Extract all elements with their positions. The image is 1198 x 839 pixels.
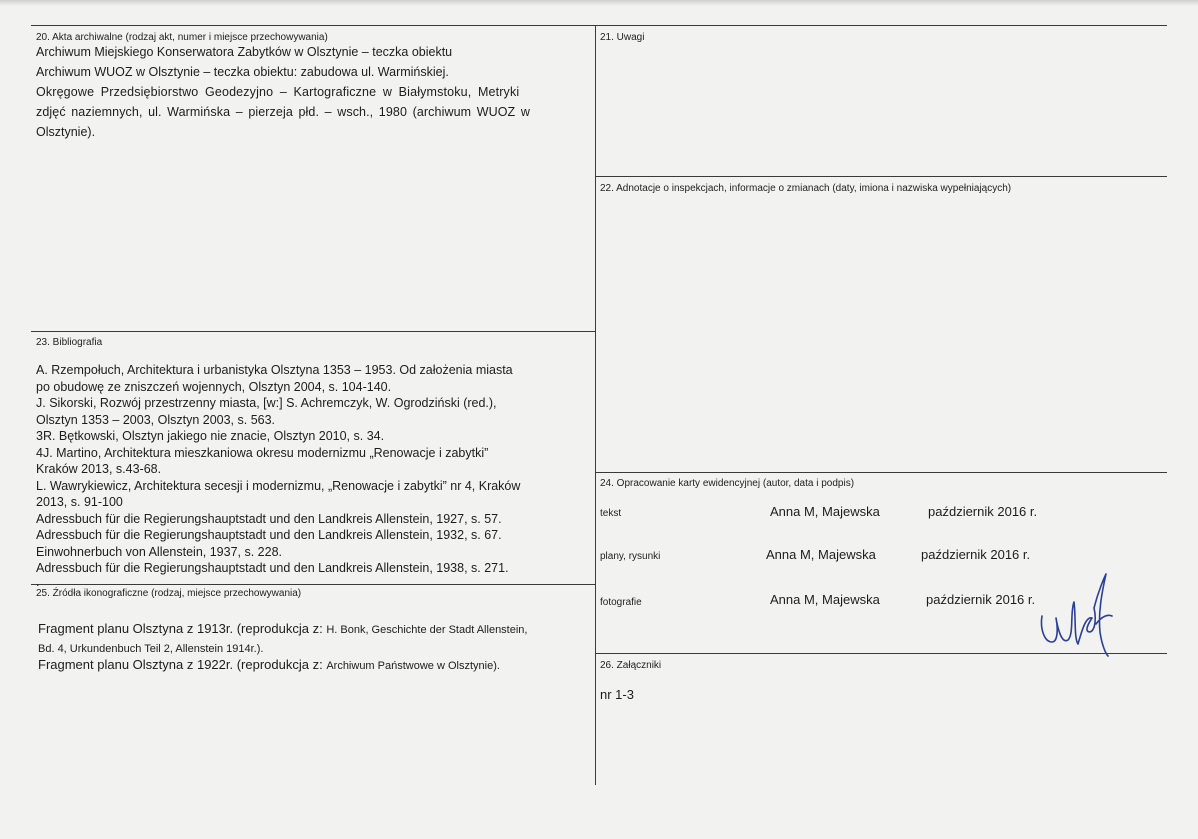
bibliography-line: Adressbuch für die Regierungshauptstadt und den Landkreis Allenstein, 1932, s. 67. bbox=[36, 528, 502, 542]
bibliography-trailing-dot: . bbox=[36, 575, 40, 589]
top-border bbox=[31, 25, 1167, 26]
section-23-label: 23. Bibliografia bbox=[36, 337, 103, 348]
bibliography-line: 4J. Martino, Architektura mieszkaniowa okresu modernizmu „Renowacje i zabytki” bbox=[36, 445, 489, 460]
authorship-date: październik 2016 r. bbox=[928, 504, 1038, 519]
authorship-author: Anna M, Majewska bbox=[770, 592, 880, 607]
bibliography-line: 3R. Bętkowski, Olsztyn jakiego nie znacie, Olsztyn 2010, s. 34. bbox=[36, 429, 385, 443]
section-22-label: 22. Adnotacje o inspekcjach, informacje o zmianach (daty, imiona i nazwiska wypełniających) bbox=[600, 183, 1012, 194]
archive-line: zdjęć naziemnych, ul. Warmińska – pierzeja płd. – wsch., 1980 (archiwum WUOZ w bbox=[36, 105, 530, 119]
authorship-type-text: tekst bbox=[600, 508, 622, 519]
divider-22-24 bbox=[595, 472, 1167, 473]
authorship-author: Anna M, Majewska bbox=[766, 547, 876, 562]
attachments-value: nr 1-3 bbox=[600, 687, 634, 702]
archive-line: Okręgowe Przedsiębiorstwo Geodezyjno – Kartograficzne w Białymstoku, Metryki bbox=[36, 85, 520, 99]
divider-23-25 bbox=[31, 584, 595, 585]
bibliography-line: po obudowę ze zniszczeń wojennych, Olsztyn 2004, s. 104-140. bbox=[36, 379, 392, 394]
bibliography-line: J. Sikorski, Rozwój przestrzenny miasta, [w:] S. Achremczyk, W. Ogrodziński (red.), bbox=[36, 396, 497, 410]
bibliography-line: 2013, s. 91-100 bbox=[36, 495, 123, 509]
bibliography-line: A. Rzempołuch, Architektura i urbanistyka Olsztyna 1353 – 1953. Od założenia miasta bbox=[36, 363, 513, 377]
bibliography-line: Adressbuch für die Regierungshauptstadt und den Landkreis Allenstein, 1938, s. 271. bbox=[36, 561, 509, 575]
iconography-line: Fragment planu Olsztyna z 1922r. (reprodukcja z: Archiwum Państwowe w Olsztynie). bbox=[38, 657, 500, 672]
divider-20-23 bbox=[31, 331, 595, 332]
authorship-author: Anna M, Majewska bbox=[770, 504, 880, 519]
divider-21-22 bbox=[595, 176, 1167, 177]
authorship-date: październik 2016 r. bbox=[926, 592, 1036, 607]
section-20-label: 20. Akta archiwalne (rodzaj akt, numer i miejsce przechowywania) bbox=[36, 32, 328, 43]
bibliography-line: Einwohnerbuch von Allenstein, 1937, s. 228. bbox=[36, 544, 283, 559]
authorship-type-drawings: plany, rysunki bbox=[600, 551, 661, 562]
bibliography-line: Olsztyn 1353 – 2003, Olsztyn 2003, s. 563. bbox=[36, 412, 276, 427]
section-26-label: 26. Załączniki bbox=[600, 660, 662, 671]
section-24-label: 24. Opracowanie karty ewidencyjnej (autor, data i podpis) bbox=[600, 478, 855, 489]
scan-edge bbox=[0, 0, 1198, 6]
archive-line: Archiwum Miejskiego Konserwatora Zabytków w Olsztynie – teczka obiektu bbox=[36, 45, 453, 59]
iconography-line: Fragment planu Olsztyna z 1913r. (reprodukcja z: H. Bonk, Geschichte der Stadt Allenstein, bbox=[38, 621, 528, 636]
section-25-label: 25. Źródła ikonograficzne (rodzaj, miejsce przechowywania) bbox=[36, 588, 302, 599]
archive-line: Olsztynie). bbox=[36, 125, 96, 139]
bibliography-line: L. Wawrykiewicz, Architektura secesji i modernizmu, „Renowacje i zabytki” nr 4, Kraków bbox=[36, 478, 521, 493]
bibliography-line: Adressbuch für die Regierungshauptstadt und den Landkreis Allenstein, 1927, s. 57. bbox=[36, 511, 502, 526]
section-21-label: 21. Uwagi bbox=[600, 32, 645, 43]
column-divider bbox=[595, 25, 596, 785]
bibliography-line: Kraków 2013, s.43-68. bbox=[36, 462, 162, 476]
authorship-date: październik 2016 r. bbox=[921, 547, 1031, 562]
archive-line: Archiwum WUOZ w Olsztynie – teczka obiektu: zabudowa ul. Warmińskiej. bbox=[36, 65, 449, 79]
handwritten-signature bbox=[1036, 572, 1114, 658]
iconography-line: Bd. 4, Urkundenbuch Teil 2, Allenstein 1914r.). bbox=[38, 643, 264, 655]
authorship-type-photos: fotografie bbox=[600, 597, 642, 608]
